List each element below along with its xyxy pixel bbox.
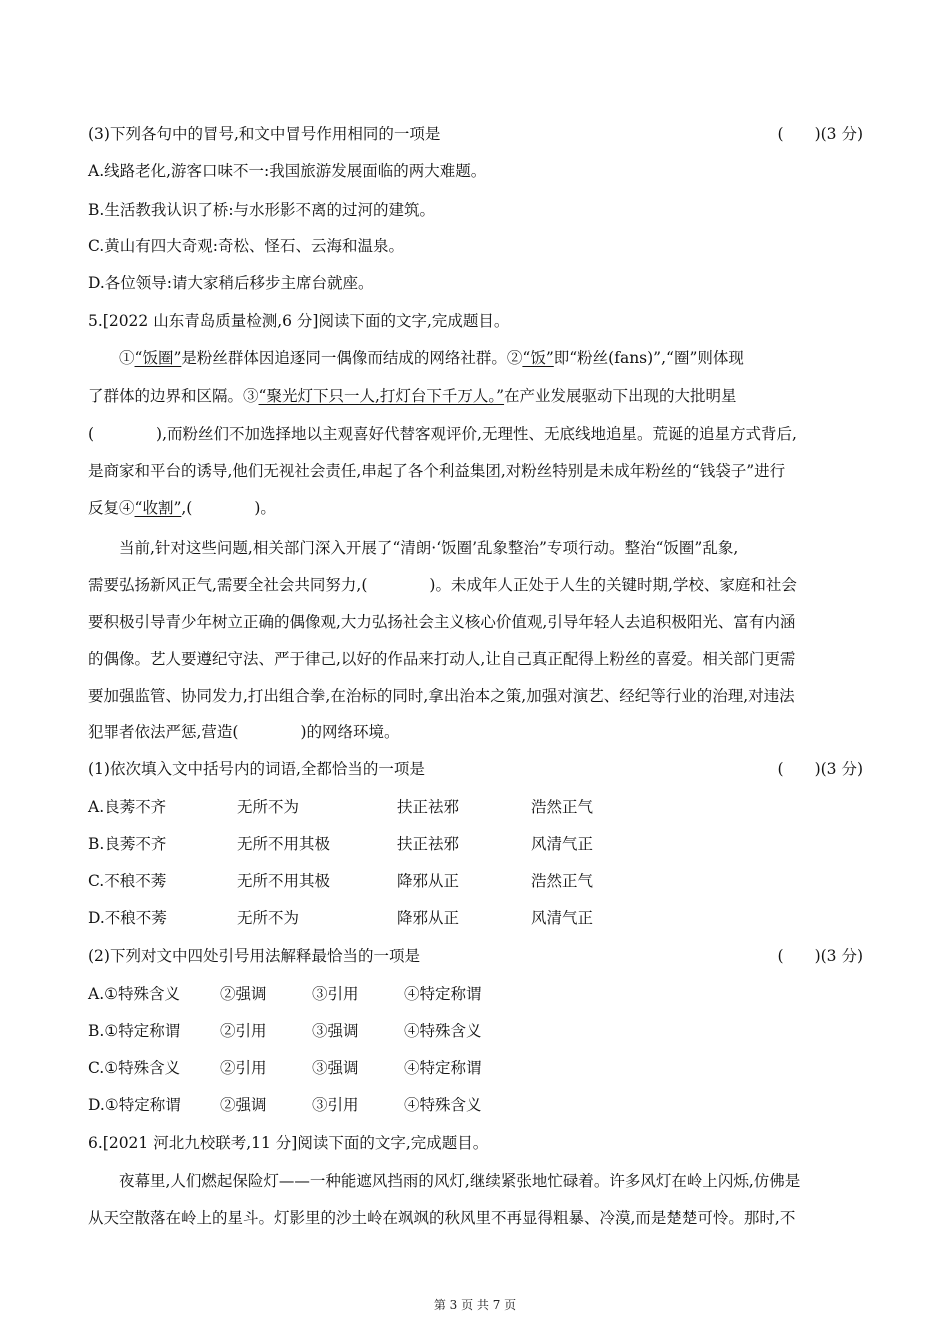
option-cell: B.良莠不齐 [88,835,167,853]
option-cell: ③引用 [312,1096,359,1114]
option-cell: ④特定称谓 [404,1059,482,1077]
underlined-quote-2: “饭” [522,349,554,367]
q5-passage-line: 需要弘扬新风正气,需要全社会共同努力,( )。未成年人正处于人生的关键时期,学校、家庭和社会 [88,576,797,594]
q5-sub1-score: ( )(3 分) [777,760,863,778]
option-cell: ②引用 [220,1022,267,1040]
option-cell: ④特殊含义 [404,1022,482,1040]
option-cell: A.良莠不齐 [88,798,167,816]
q3-option-d: D.各位领导:请大家稍后移步主席台就座。 [88,274,374,292]
q3-stem: (3)下列各句中的冒号,和文中冒号作用相同的一项是 [88,125,441,143]
q3-option-a: A.线路老化,游客口味不一:我国旅游发展面临的两大难题。 [88,162,487,180]
passage-text: 在产业发展驱动下出现的大批明星 [504,387,737,405]
option-cell: ③引用 [312,985,359,1003]
q5-passage-line [88,386,737,406]
option-cell: 风清气正 [531,835,594,853]
q5-sub1-stem: (1)依次填入文中括号内的词语,全都恰当的一项是 [88,760,425,778]
option-cell: ④特定称谓 [404,985,482,1003]
option-cell: C.不稂不莠 [88,872,167,890]
option-cell: ②强调 [220,985,267,1003]
option-cell: 扶正祛邪 [397,835,460,853]
q5-passage-line [88,498,276,518]
underlined-quote-4: “收割” [134,499,182,517]
page-number-footer: 第 3 页 共 7 页 [433,1298,517,1312]
option-cell: D.不稂不莠 [88,909,167,927]
passage-text: 是粉丝群体因追逐同一偶像而结成的网络社群。② [181,349,523,367]
q5-passage-line: ( ),而粉丝们不加选择地以主观喜好代替客观评价,无理性、无底线地追星。荒诞的追星方式背后, [88,425,797,443]
option-cell: ②强调 [220,1096,267,1114]
underlined-quote-1: “饭圈” [134,349,182,367]
option-cell: C.①特殊含义 [88,1059,181,1077]
q5-passage-line [119,348,744,368]
option-cell: D.①特定称谓 [88,1096,181,1114]
passage-text: 即“粉丝(fans)”,“圈”则体现 [553,349,744,367]
q3-option-b: B.生活教我认识了桥:与水形影不离的过河的建筑。 [88,201,436,219]
option-cell: 无所不为 [237,798,300,816]
q5-passage-line: 犯罪者依法严惩,营造( )的网络环境。 [88,723,400,741]
passage-text: 了群体的边界和区隔。③ [88,387,259,405]
option-cell: 无所不用其极 [237,835,331,853]
option-cell: 无所不为 [237,909,300,927]
option-cell: ④特殊含义 [404,1096,482,1114]
q5-passage-line: 的偶像。艺人要遵纪守法、严于律己,以好的作品来打动人,让自己真正配得上粉丝的喜爱。相关部门更需 [88,650,796,668]
q6-passage-line: 夜幕里,人们燃起保险灯——一种能遮风挡雨的风灯,继续紧张地忙碌着。许多风灯在岭上闪烁,仿佛是 [119,1172,801,1190]
option-cell: ③强调 [312,1022,359,1040]
q5-sub2-score: ( )(3 分) [777,947,863,965]
option-cell: A.①特殊含义 [88,985,181,1003]
underlined-quote-3: “聚光灯下只一人,打灯台下千万人。” [258,387,505,405]
option-cell: 风清气正 [531,909,594,927]
q5-passage-line: 要积极引导青少年树立正确的偶像观,大力弘扬社会主义核心价值观,引导年轻人去追积极阳光、富有内涵 [88,613,796,631]
option-cell: 降邪从正 [397,872,460,890]
passage-text: 反复④ [88,499,135,517]
q3-score: ( )(3 分) [777,125,863,143]
q3-option-c: C.黄山有四大奇观:奇松、怪石、云海和温泉。 [88,237,404,255]
q5-passage-line: 当前,针对这些问题,相关部门深入开展了“清朗·‘饭圈’乱象整治”专项行动。整治“饭圈”乱象, [119,539,739,557]
option-cell: 浩然正气 [531,872,594,890]
option-cell: 浩然正气 [531,798,594,816]
q5-header: 5.[2022 山东青岛质量检测,6 分]阅读下面的文字,完成题目。 [88,312,510,330]
q5-passage-line: 要加强监管、协同发力,打出组合拳,在治标的同时,拿出治本之策,加强对演艺、经纪等行业的治理,对违法 [88,687,795,705]
option-cell: 扶正祛邪 [397,798,460,816]
option-cell: 降邪从正 [397,909,460,927]
passage-text: ,( )。 [181,499,276,517]
option-cell: ③强调 [312,1059,359,1077]
q5-passage-line: 是商家和平台的诱导,他们无视社会责任,串起了各个利益集团,对粉丝特别是未成年粉丝的“钱袋子”进行 [88,462,786,480]
option-cell: B.①特定称谓 [88,1022,181,1040]
q5-sub2-stem: (2)下列对文中四处引号用法解释最恰当的一项是 [88,947,420,965]
option-cell: ②引用 [220,1059,267,1077]
q6-header: 6.[2021 河北九校联考,11 分]阅读下面的文字,完成题目。 [88,1134,489,1152]
option-cell: 无所不用其极 [237,872,331,890]
marker-1: ① [119,349,135,367]
q6-passage-line: 从天空散落在岭上的星斗。灯影里的沙土岭在飒飒的秋风里不再显得粗暴、冷漠,而是楚楚可怜。那时,不 [88,1209,796,1227]
